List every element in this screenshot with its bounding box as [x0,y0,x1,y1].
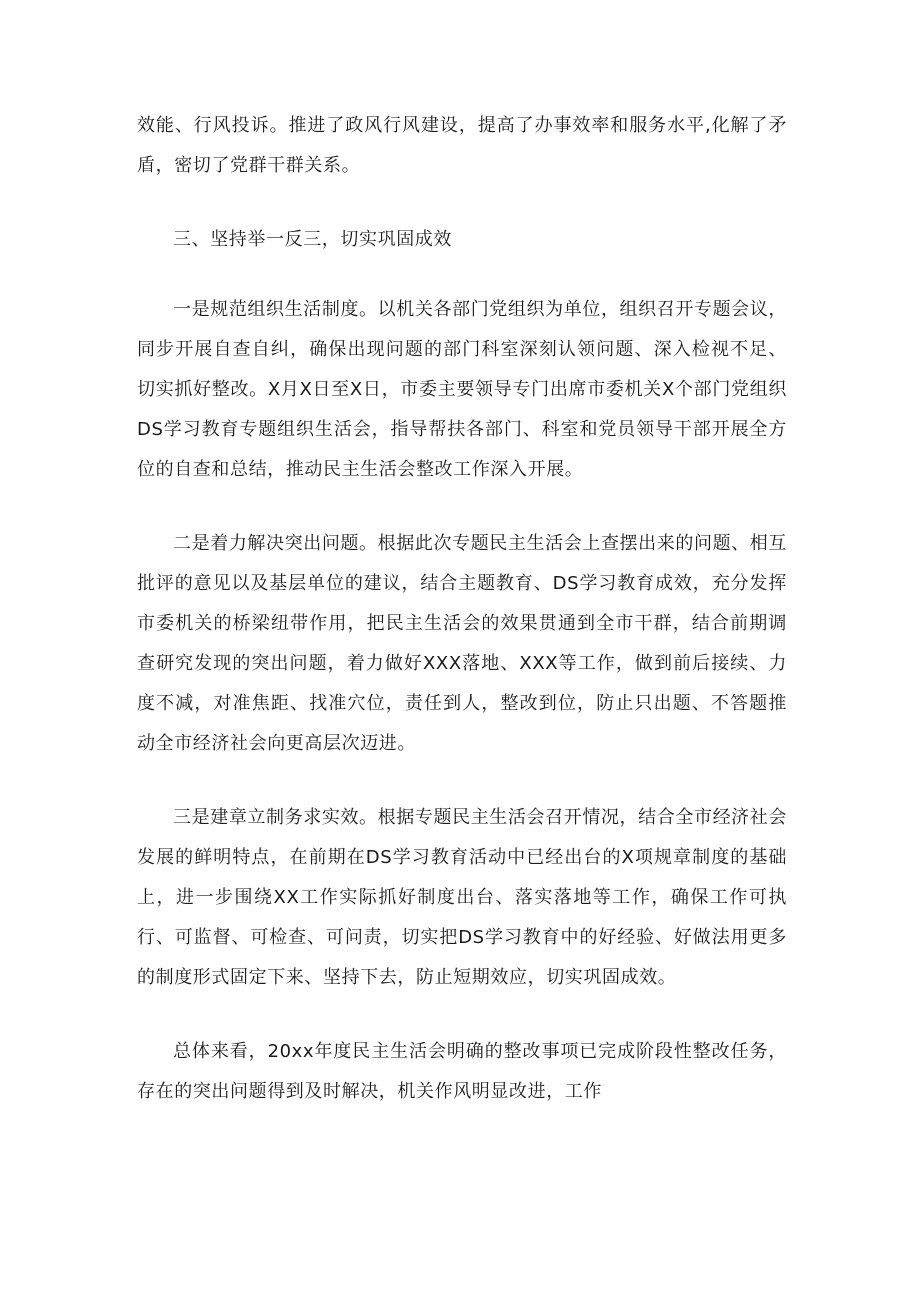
paragraph-continuation: 效能、行风投诉。推进了政风行风建设，提高了办事效率和服务水平,化解了矛盾，密切了党群干群关系。 [137,115,787,176]
document-body [137,106,787,1146]
paragraph-organization-life: 一是规范组织生活制度。以机关各部门党组织为单位，组织召开专题会议，同步开展自查自纠，确保出现问题的部门科室深刻认领问题、深入检视不足、切实抓好整改。X月X日至X日，市委主要领导专门出席市委机关X个部门党组织DS学习教育专题组织生活会，指导帮扶各部门、科室和党员领导干部开展全方位的自查和总结，推动民主生活会整改工作深入开展。 [137,299,787,480]
section-heading: 三、坚持举一反三，切实巩固成效 [173,229,452,250]
paragraph-solve-problems: 二是着力解决突出问题。根据此次专题民主生活会上查摆出来的问题、相互批评的意见以及基层单位的建议，结合主题教育、DS学习教育成效，充分发挥市委机关的桥梁纽带作用，把民主生活会的效果贯通到全市干群，结合前期调查研究发现的突出问题，着力做好XXX落地、XXX等工作，做到前后接续、力度不减，对准焦距、找准穴位，责任到人，整改到位，防止只出题、不答题推动全市经济社会向更高层次迈进。 [137,533,787,754]
paragraph-rules-system: 三是建章立制务求实效。根据专题民主生活会召开情况，结合全市经济社会发展的鲜明特点，在前期在DS学习教育活动中已经出台的X项规章制度的基础上，进一步围绕XX工作实际抓好制度出台、落实落地等工作，确保工作可执行、可监督、可检查、可问责，切实把DS学习教育中的好经验、好做法用更多的制度形式固定下来、坚持下去，防止短期效应，切实巩固成效。 [137,807,787,988]
paragraph-summary: 总体来看，20xx年度民主生活会明确的整改事项已完成阶段性整改任务，存在的突出问题得到及时解决，机关作风明显改进，工作 [137,1041,787,1102]
